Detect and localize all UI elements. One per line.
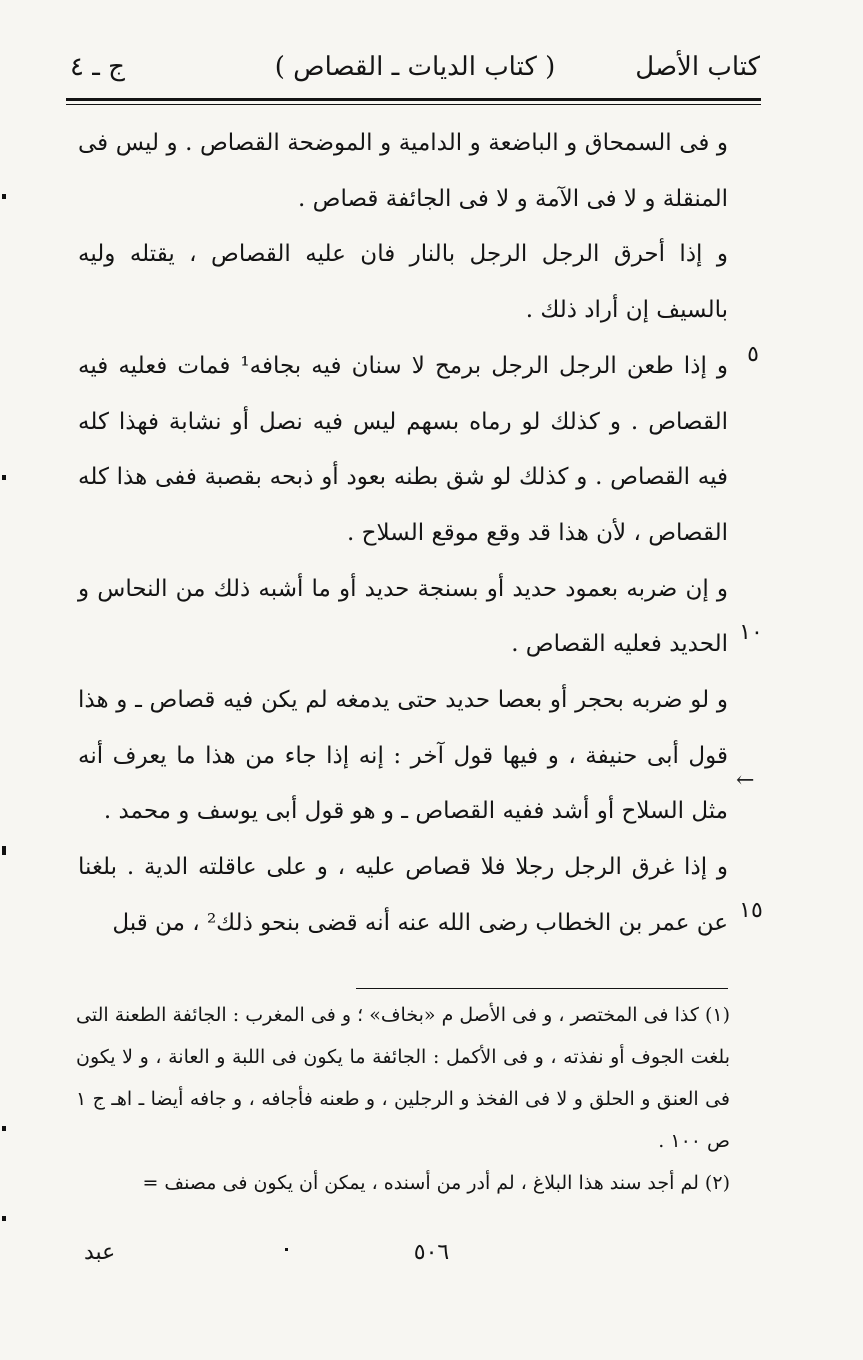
catchword: عبد <box>84 1240 116 1265</box>
paragraph: و فى السمحاق و الباضعة و الدامية و الموضحة القصاص . و ليس فى المنقلة و لا فى الآمة و لا فى الجائفة قصاص . <box>78 130 728 212</box>
header-rule-thin <box>66 104 761 105</box>
scan-speck <box>2 1126 6 1131</box>
paragraph: و إذا أحرق الرجل الرجل بالنار فان عليه القصاص ، يقتله وليه بالسيف إن أراد ذلك . <box>78 241 728 324</box>
line-number-5: ٥ <box>747 342 759 367</box>
scan-speck <box>2 475 6 480</box>
scan-speck <box>2 194 6 199</box>
margin-arrow-icon: ← <box>736 768 755 793</box>
footnote: (٢) لم أجد سند هذا البلاغ ، لم أدر من أسنده ، يمكن أن يكون فى مصنف = <box>142 1172 730 1194</box>
footnote: (١) كذا فى المختصر ، و فى الأصل م «بخاف» ؛ و فى المغرب : الجائفة الطعنة التى بلغت الجوف أو نفذته ، و فى الأكمل : الجائفة ما يكون فى اللبة و العانة ، و لا يكون فى العنق و الحلق و لا فى الفخذ و الرجلين ، و طعنه فأجافه ، و جافه أيضا ـ اهـ ج ١ ص ١٠٠ . <box>76 1004 730 1152</box>
footnotes <box>76 994 730 1204</box>
paragraph: و لو ضربه بحجر أو بعصا حديد حتى يدمغه لم يكن فيه قصاص ـ و هذا قول أبى حنيفة ، و فيها قول آخر : إنه إذا جاء من هذا ما يعرف أنه مثل السلاح أو أشد ففيه القصاص ـ و هو قول أبى يوسف و محمد . <box>78 687 728 825</box>
footnote-rule <box>356 988 728 989</box>
section-title: ( كتاب الديات ـ القصاص ) <box>274 52 556 82</box>
header-rule-thick <box>66 98 761 101</box>
page-number: ٥٠٦ <box>413 1240 450 1265</box>
book-title: كتاب الأصل <box>635 52 760 82</box>
main-text <box>78 116 728 952</box>
paragraph: و إذا طعن الرجل الرجل برمح لا سنان فيه بجافه¹ فمات فعليه فيه القصاص . و كذلك لو رماه بسهم ليس فيه نصل أو نشابة فهذا كله فيه القصاص . و كذلك لو شق بطنه بعود أو ذبحه بقصبة ففى هذا كله القصاص ، لأن هذا قد وقع موقع السلاح . <box>78 352 728 546</box>
line-number-10: ١٠ <box>739 620 763 645</box>
running-header <box>70 48 760 92</box>
paragraph: و إن ضربه بعمود حديد أو بسنجة حديد أو ما أشبه ذلك من النحاس و الحديد فعليه القصاص . <box>78 575 728 658</box>
scan-speck <box>2 1216 6 1221</box>
volume-number: ج ـ ٤ <box>70 52 125 82</box>
scan-speck <box>2 846 6 855</box>
line-number-15: ١٥ <box>739 898 763 923</box>
scan-speck <box>285 1248 288 1251</box>
paragraph: و إذا غرق الرجل رجلا فلا قصاص عليه ، و على عاقلته الدية . بلغنا عن عمر بن الخطاب رضى الله عنه أنه قضى بنحو ذلك² ، من قبل <box>78 854 728 936</box>
